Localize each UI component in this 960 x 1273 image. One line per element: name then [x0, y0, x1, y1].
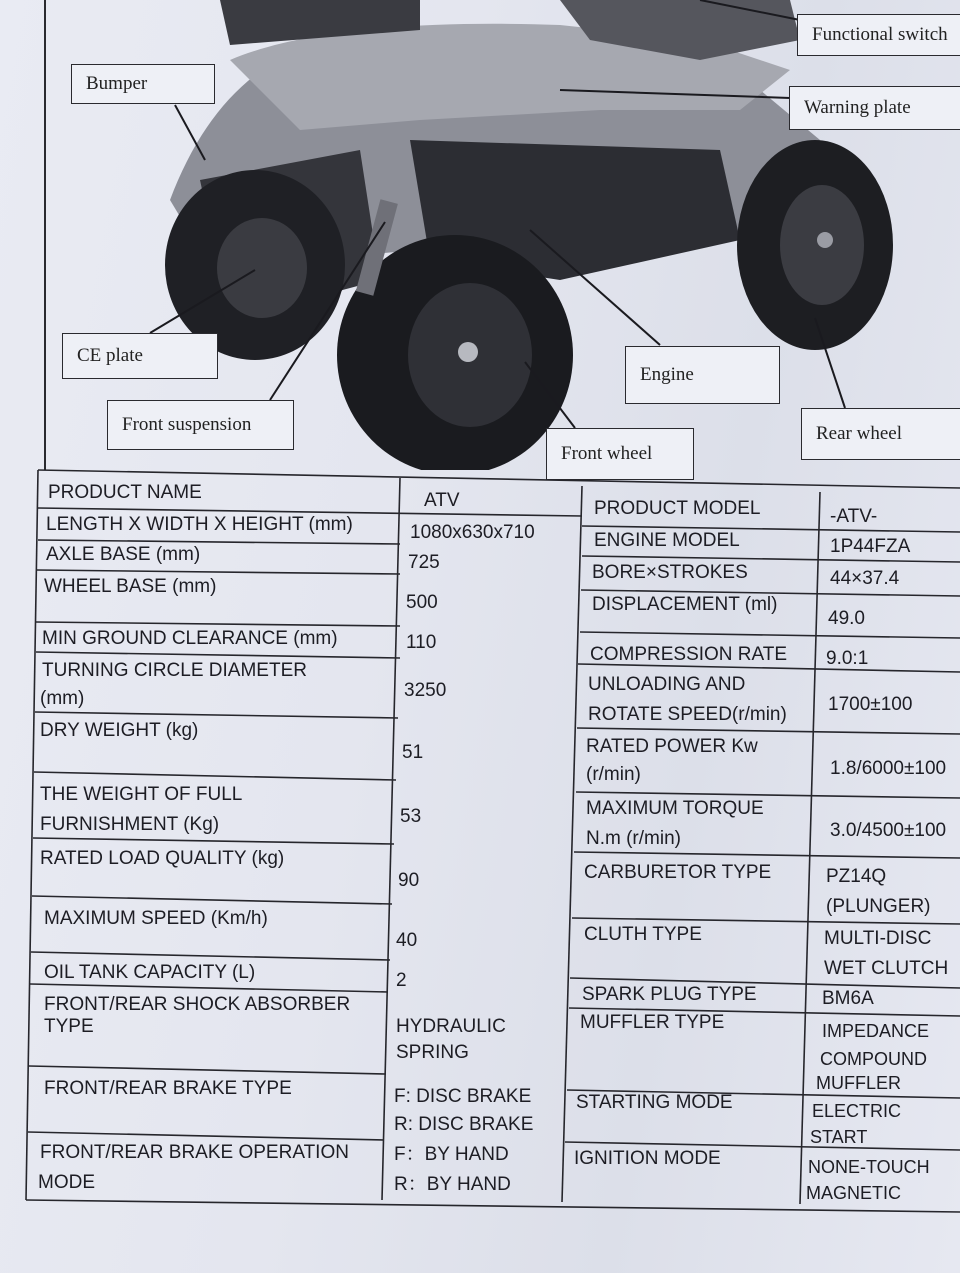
- spec-label: THE WEIGHT OF FULL: [40, 784, 243, 805]
- spec-value: 1080x630x710: [410, 522, 535, 543]
- spec-value: 3.0/4500±100: [830, 820, 947, 841]
- spec-label: MAXIMUM SPEED (Km/h): [44, 908, 268, 929]
- spec-label: SPARK PLUG TYPE: [582, 984, 757, 1005]
- spec-label: STARTING MODE: [576, 1092, 733, 1113]
- spec-label: MAXIMUM TORQUE: [586, 798, 764, 819]
- spec-value: 1.8/6000±100: [830, 758, 947, 779]
- spec-label: WHEEL BASE (mm): [44, 576, 217, 597]
- spec-value: 110: [406, 632, 437, 653]
- spec-label: TURNING CIRCLE DIAMETER: [42, 660, 307, 681]
- spec-label: FRONT/REAR BRAKE OPERATION: [40, 1142, 349, 1163]
- spec-value: ELECTRIC: [812, 1101, 902, 1121]
- spec-label: BORE×STROKES: [592, 562, 748, 583]
- spec-label: ROTATE SPEED(r/min): [588, 704, 787, 725]
- spec-value: F：BY HAND: [394, 1144, 509, 1165]
- spec-value: PZ14Q: [826, 866, 887, 887]
- spec-value: WET CLUTCH: [824, 958, 949, 979]
- spec-value: 1P44FZA: [830, 536, 911, 557]
- spec-label: COMPRESSION RATE: [590, 644, 788, 665]
- spec-value: MULTI-DISC: [824, 928, 932, 949]
- spec-label: RATED POWER Kw: [586, 736, 758, 757]
- spec-label: PRODUCT NAME: [48, 482, 202, 503]
- spec-value: SPRING: [396, 1042, 469, 1063]
- callout-label: Functional switch: [812, 24, 948, 45]
- spec-value: 500: [406, 592, 438, 613]
- callout-label: Engine: [640, 364, 694, 385]
- spec-value: -ATV-: [830, 506, 878, 527]
- callout-label: Bumper: [86, 73, 148, 94]
- spec-label: AXLE BASE (mm): [46, 544, 201, 565]
- spec-value: R：BY HAND: [394, 1174, 511, 1195]
- spec-value: 90: [398, 870, 420, 891]
- callout-label: Warning plate: [804, 97, 911, 118]
- spec-value: IMPEDANCE: [822, 1021, 930, 1041]
- spec-value: COMPOUND: [820, 1049, 927, 1069]
- spec-label: FURNISHMENT (Kg): [40, 814, 220, 835]
- spec-value: 2: [396, 970, 407, 991]
- spec-label: DISPLACEMENT (ml): [592, 594, 778, 615]
- callout-label: Rear wheel: [816, 423, 902, 444]
- spec-value: 49.0: [828, 608, 865, 629]
- spec-value: R: DISC BRAKE: [394, 1114, 534, 1135]
- spec-label: (mm): [40, 688, 85, 709]
- spec-value: MAGNETIC: [806, 1183, 902, 1203]
- spec-value: 53: [400, 806, 422, 827]
- spec-value: BM6A: [822, 988, 874, 1009]
- spec-value: 3250: [404, 680, 447, 701]
- spec-label: ENGINE MODEL: [594, 530, 740, 551]
- spec-label: N.m (r/min): [586, 828, 681, 849]
- callout-label: Front suspension: [122, 414, 252, 435]
- spec-value: (PLUNGER): [826, 896, 931, 917]
- spec-label: MUFFLER TYPE: [580, 1012, 725, 1033]
- spec-label: DRY WEIGHT (kg): [40, 720, 199, 741]
- spec-label: MODE: [38, 1172, 95, 1193]
- spec-value: 9.0:1: [826, 648, 869, 669]
- spec-label: CLUTH TYPE: [584, 924, 702, 945]
- spec-value: 44×37.4: [830, 568, 900, 589]
- spec-value: 51: [402, 742, 424, 763]
- spec-value: MUFFLER: [816, 1073, 901, 1093]
- spec-value: START: [810, 1127, 868, 1147]
- spec-label: PRODUCT MODEL: [594, 498, 761, 519]
- spec-label: UNLOADING AND: [588, 674, 746, 695]
- spec-label: FRONT/REAR SHOCK ABSORBER: [44, 994, 351, 1015]
- spec-label: (r/min): [586, 764, 641, 785]
- spec-label: TYPE: [44, 1016, 94, 1037]
- spec-label: IGNITION MODE: [574, 1148, 721, 1169]
- spec-value: 725: [408, 552, 440, 573]
- spec-value: HYDRAULIC: [396, 1016, 506, 1037]
- spec-value: NONE-TOUCH: [808, 1157, 930, 1177]
- spec-label: OIL TANK CAPACITY (L): [44, 962, 256, 983]
- callout-label: Front wheel: [561, 443, 653, 464]
- spec-label: RATED LOAD QUALITY (kg): [40, 848, 285, 869]
- spec-value: F: DISC BRAKE: [394, 1086, 532, 1107]
- spec-label: LENGTH X WIDTH X HEIGHT (mm): [46, 514, 353, 535]
- spec-value: 40: [396, 930, 418, 951]
- spec-label: CARBURETOR TYPE: [584, 862, 772, 883]
- spec-value: ATV: [424, 490, 460, 511]
- spec-label: MIN GROUND CLEARANCE (mm): [42, 628, 338, 649]
- callout-label: CE plate: [77, 345, 143, 366]
- spec-label: FRONT/REAR BRAKE TYPE: [44, 1078, 292, 1099]
- spec-value: 1700±100: [828, 694, 913, 715]
